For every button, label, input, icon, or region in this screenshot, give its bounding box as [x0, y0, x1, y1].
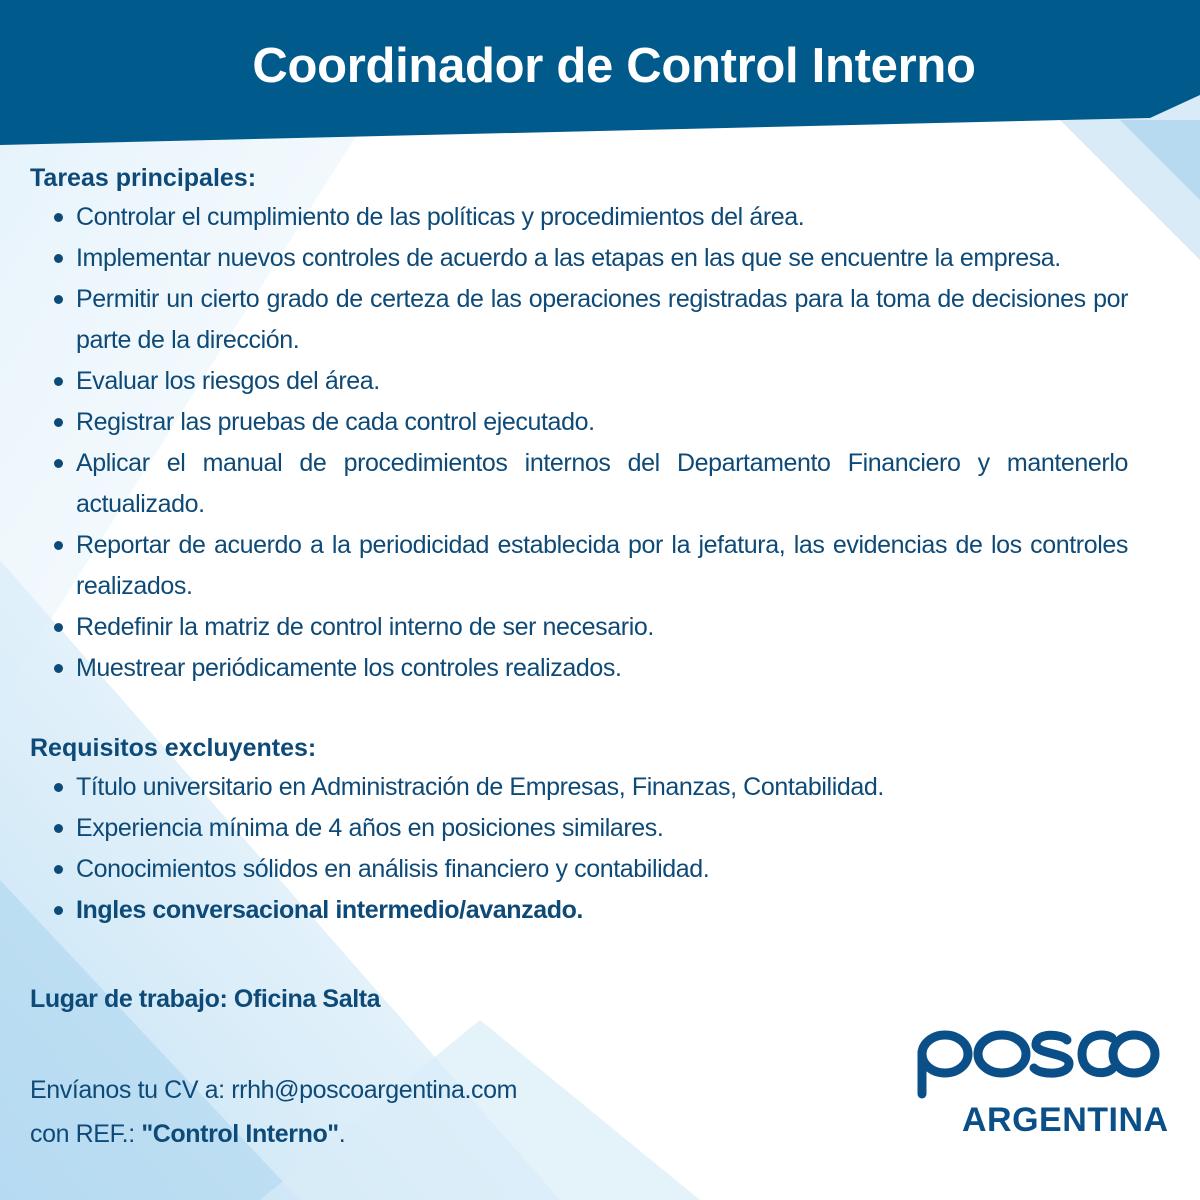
bullet-icon [54, 623, 63, 632]
list-item: Redefinir la matriz de control interno de ser necesario. [30, 607, 1128, 648]
contact-ref: "Control Interno" [141, 1120, 339, 1148]
list-item: Controlar el cumplimiento de las políticas y procedimientos del área. [30, 197, 1128, 238]
bullet-icon [54, 459, 63, 468]
contact-info [30, 1068, 517, 1156]
list-item: Ingles conversacional intermedio/avanzado. [30, 890, 1128, 931]
contact-email-line: Envíanos tu CV a: rrhh@poscoargentina.com [30, 1076, 518, 1104]
list-item: Registrar las pruebas de cada control ejecutado. [30, 402, 1128, 443]
bullet-icon [54, 824, 63, 833]
bullet-icon [54, 254, 63, 263]
tareas-heading: Tareas principales: [30, 164, 257, 192]
work-location: Lugar de trabajo: Oficina Salta [30, 985, 381, 1013]
bullet-icon [54, 295, 63, 304]
contact-ref-line: con REF.: "Control Interno". [30, 1120, 346, 1148]
bullet-icon [54, 418, 63, 427]
list-item: Título universitario en Administración de Empresas, Finanzas, Contabilidad. [30, 767, 1128, 808]
bullet-icon [54, 664, 63, 673]
tareas-list [30, 197, 1128, 689]
list-item: Evaluar los riesgos del área. [30, 361, 1128, 402]
bullet-icon [54, 541, 63, 550]
bullet-icon [54, 865, 63, 874]
page-title: Coordinador de Control Interno [252, 39, 976, 93]
requisitos-heading: Requisitos excluyentes: [30, 734, 317, 762]
list-item: Conocimientos sólidos en análisis financiero y contabilidad. [30, 849, 1128, 890]
posco-logo [912, 1022, 1162, 1102]
list-item: Experiencia mínima de 4 años en posiciones similares. [30, 808, 1128, 849]
list-item: Muestrear periódicamente los controles realizados. [30, 648, 1128, 689]
bullet-icon [54, 377, 63, 386]
list-item: Implementar nuevos controles de acuerdo a las etapas en las que se encuentre la empresa. [30, 238, 1128, 279]
list-item: Permitir un cierto grado de certeza de las operaciones registradas para la toma de decisiones por parte de la dirección. [30, 279, 1128, 361]
logo-subtitle: ARGENTINA [962, 1101, 1169, 1139]
requisitos-list [30, 767, 1128, 931]
bullet-icon [54, 906, 63, 915]
bullet-icon [54, 783, 63, 792]
list-item: Reportar de acuerdo a la periodicidad establecida por la jefatura, las evidencias de los controles realizados. [30, 525, 1128, 607]
bullet-icon [54, 213, 63, 222]
main-content [30, 160, 1128, 931]
list-item: Aplicar el manual de procedimientos internos del Departamento Financiero y mantenerlo actualizado. [30, 443, 1128, 525]
